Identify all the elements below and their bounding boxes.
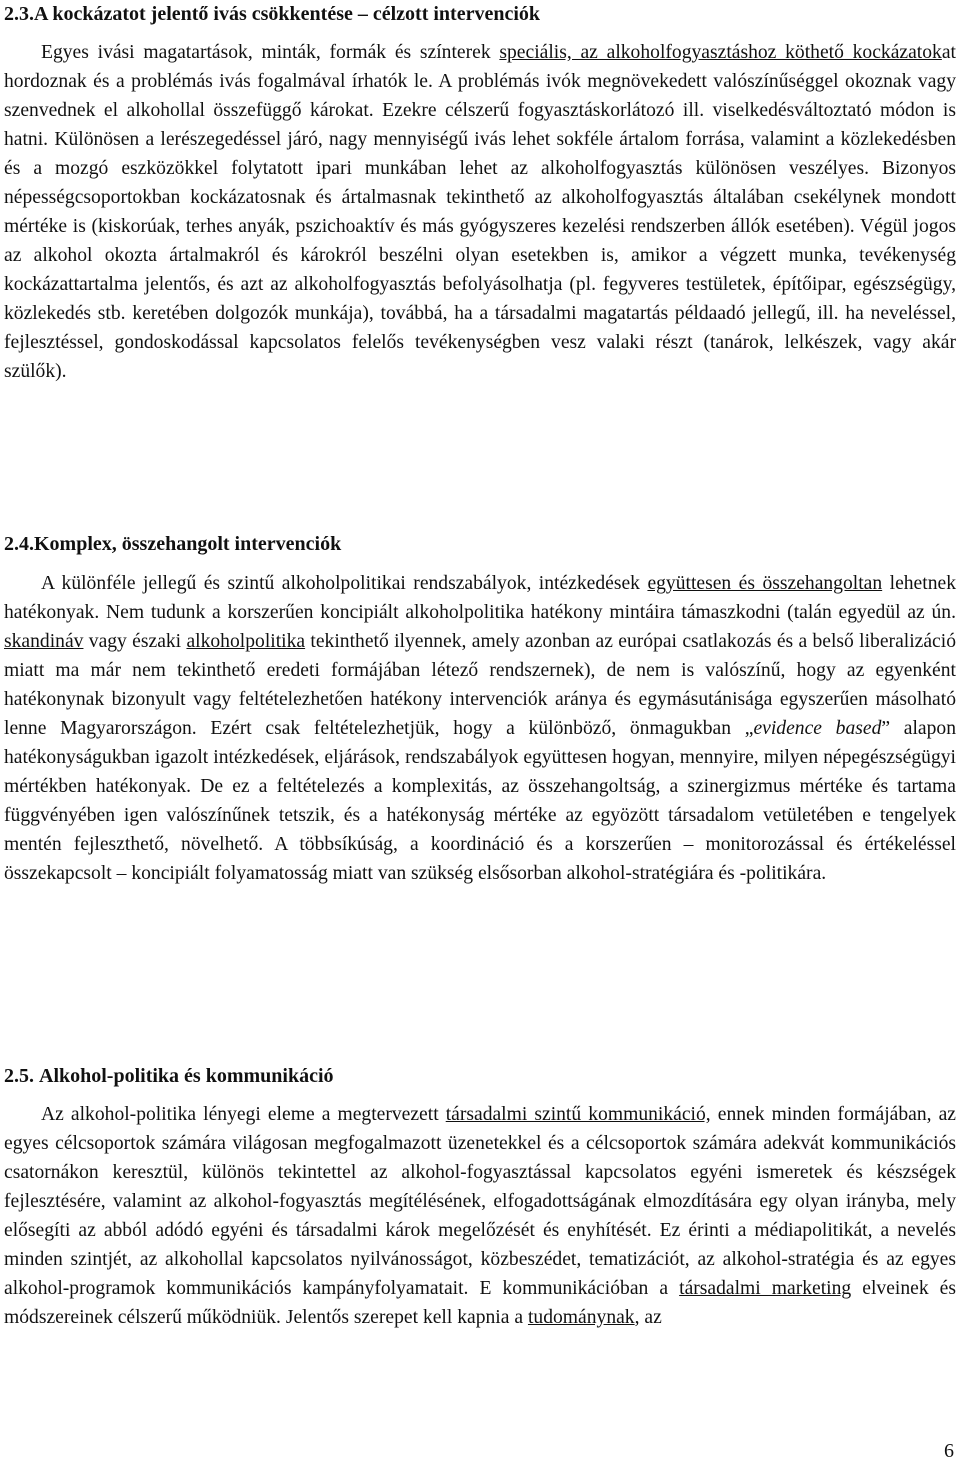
italic-term: evidence based	[753, 718, 882, 739]
page-number: 6	[944, 1440, 954, 1462]
underlined-term: tudománynak	[527, 1307, 635, 1328]
text-run: Egyes ivási magatartások, minták, formák és színterek	[41, 42, 500, 63]
section-heading-2-4	[4, 530, 341, 558]
text-run: elveinek és módszereinek célszerű működniük. Jelentős szerepet kell kapnia a	[4, 1278, 956, 1328]
text-run: tekinthető ilyennek, amely azonban az európai csatlakozás és a belső liberalizáció miatt ma már nem tekinthető eredeti formájában létező rendszernek), de nem is valószínű, hogy az egyenként hatékonynak bizonyult vagy feltételezhetően hatékony intervenciók aránya és egymásutánisága egyszerűen másolható lenne Magyarországon. Ezért csak feltételezhetjük, hogy a különböző, önmagukban „	[4, 631, 956, 739]
section-title: Alkohol-politika és kommunikáció	[39, 1065, 334, 1087]
section-heading-2-3	[4, 0, 540, 28]
section-title: A kockázatot jelentő ivás csökkentése – célzott intervenciók	[34, 3, 541, 25]
text-run: ” alapon hatékonyságukban igazolt intézkedések, eljárások, rendszabályok együttesen hogyan, mennyire, milyen népegészségügyi mértékben hatékonyak. De ez a feltételezés a komplexitás, az összehangoltság, a szinergizmus mértéke és tartama függvényében igen valószínűnek tetszik, és a hatékonyság mértéke az egyözött társadalom vetületében e tengelyek mentén fejleszthető, növelhető. A többsíkúság, a koordináció és a korszerűen – monitorozással és értékeléssel összekapcsolt – koncipiált folyamatosság miatt van szükség elsősorban alkohol-stratégiára és -politikára.	[4, 718, 957, 884]
text-run: , az	[634, 1307, 662, 1328]
text-run: lehetnek hatékonyak. Nem tudunk a korszerűen koncipiált alkoholpolitika hatékony mintáira támaszkodni (talán egyedül az ún.	[4, 573, 956, 623]
text-run: A különféle jellegű és szintű alkoholpolitikai rendszabályok, intézkedések	[41, 573, 648, 594]
underlined-term: együttesen és összehangoltan	[647, 573, 883, 594]
section-title: Komplex, összehangolt intervenciók	[34, 533, 342, 555]
section-heading-2-5	[4, 1062, 334, 1090]
section-paragraph	[4, 569, 956, 888]
underlined-term: társadalmi marketing	[679, 1278, 852, 1299]
text-run: vagy északi	[83, 631, 187, 652]
underlined-term: alkoholpolitika	[186, 631, 306, 652]
text-run: Az alkohol-politika lényegi eleme a megtervezett	[41, 1104, 446, 1125]
text-run: ennek minden formájában, az egyes célcsoportok számára világosan megfogalmazott üzenetekkel és a célcsoportok számára adekvát kommunikációs csatornákon keresztül, különös tekintettel az alkohol-fogyasztással kapcsolatos egyéni ismeretek és készségek fejlesztésére, valamint az alkohol-fogyasztás megítélésének, elfogadottságának elmozdítására egy olyan irányba, mely elősegíti az abból adódó egyéni és társadalmi károk megelőzését és enyhítését. Ez érinti a médiapolitikát, a nevelés minden szintjét, az alkohollal kapcsolatos nyilvánosságot, közbeszédet, tematizációt, az alkohol-stratégia és az egyes alkohol-programok kommunikációs kampányfolyamatait. E kommunikációban a	[4, 1104, 956, 1299]
section-paragraph	[4, 1100, 956, 1332]
text-run: at hordoznak és a problémás ivás fogalmával írhatók le. A problémás ivók megnövekedett valószínűséggel okoznak vagy szenvednek el alkohollal összefüggő károkat. Ezekre célszerű fogyasztáskorlátozó ill. viselkedésváltoztató módon is hatni. Különösen a lerészegedéssel járó, nagy mennyiségű ivás lehet sokféle ártalom forrása, valamint a közlekedésben és a mozgó eszközökkel folytatott ipari munkában lehet az alkoholfogyasztás különösen veszélyes. Bizonyos népességcsoportokban kockázatosnak és ártalmasnak tekinthető az alkoholfogyasztás általában csekélynek mondott mértéke is (kiskorúak, terhes anyák, pszichoaktív és más gyógyszeres kezelési rendszerben állók esetében). Végül jogos az alkohol okozta ártalmakról és károkról beszélni olyan esetekben is, amikor a végzett munka, tevékenység kockázattartalma jelentős, és azt az alkoholfogyasztás befolyásolhatja (pl. fegyveres testületek, építőipar, egészségügy, közlekedés stb. keretében dolgozók munkája), továbbá, ha a társadalmi magatartás példaadó jellegű, ill. ha neveléssel, fejlesztéssel, gondoskodással kapcsolatos felelős tevékenységben vesz valaki részt (tanárok, lelkészek, vagy akár szülők).	[4, 42, 956, 382]
underlined-term: skandináv	[4, 631, 84, 652]
underlined-term: társadalmi szintű kommunikáció,	[445, 1104, 711, 1125]
section-paragraph	[4, 38, 956, 386]
section-number: 2.5.	[4, 1065, 34, 1087]
section-number: 2.3.	[4, 3, 34, 25]
section-number: 2.4.	[4, 533, 34, 555]
underlined-term: speciális, az alkoholfogyasztáshoz köthető kockázatok	[499, 42, 942, 63]
